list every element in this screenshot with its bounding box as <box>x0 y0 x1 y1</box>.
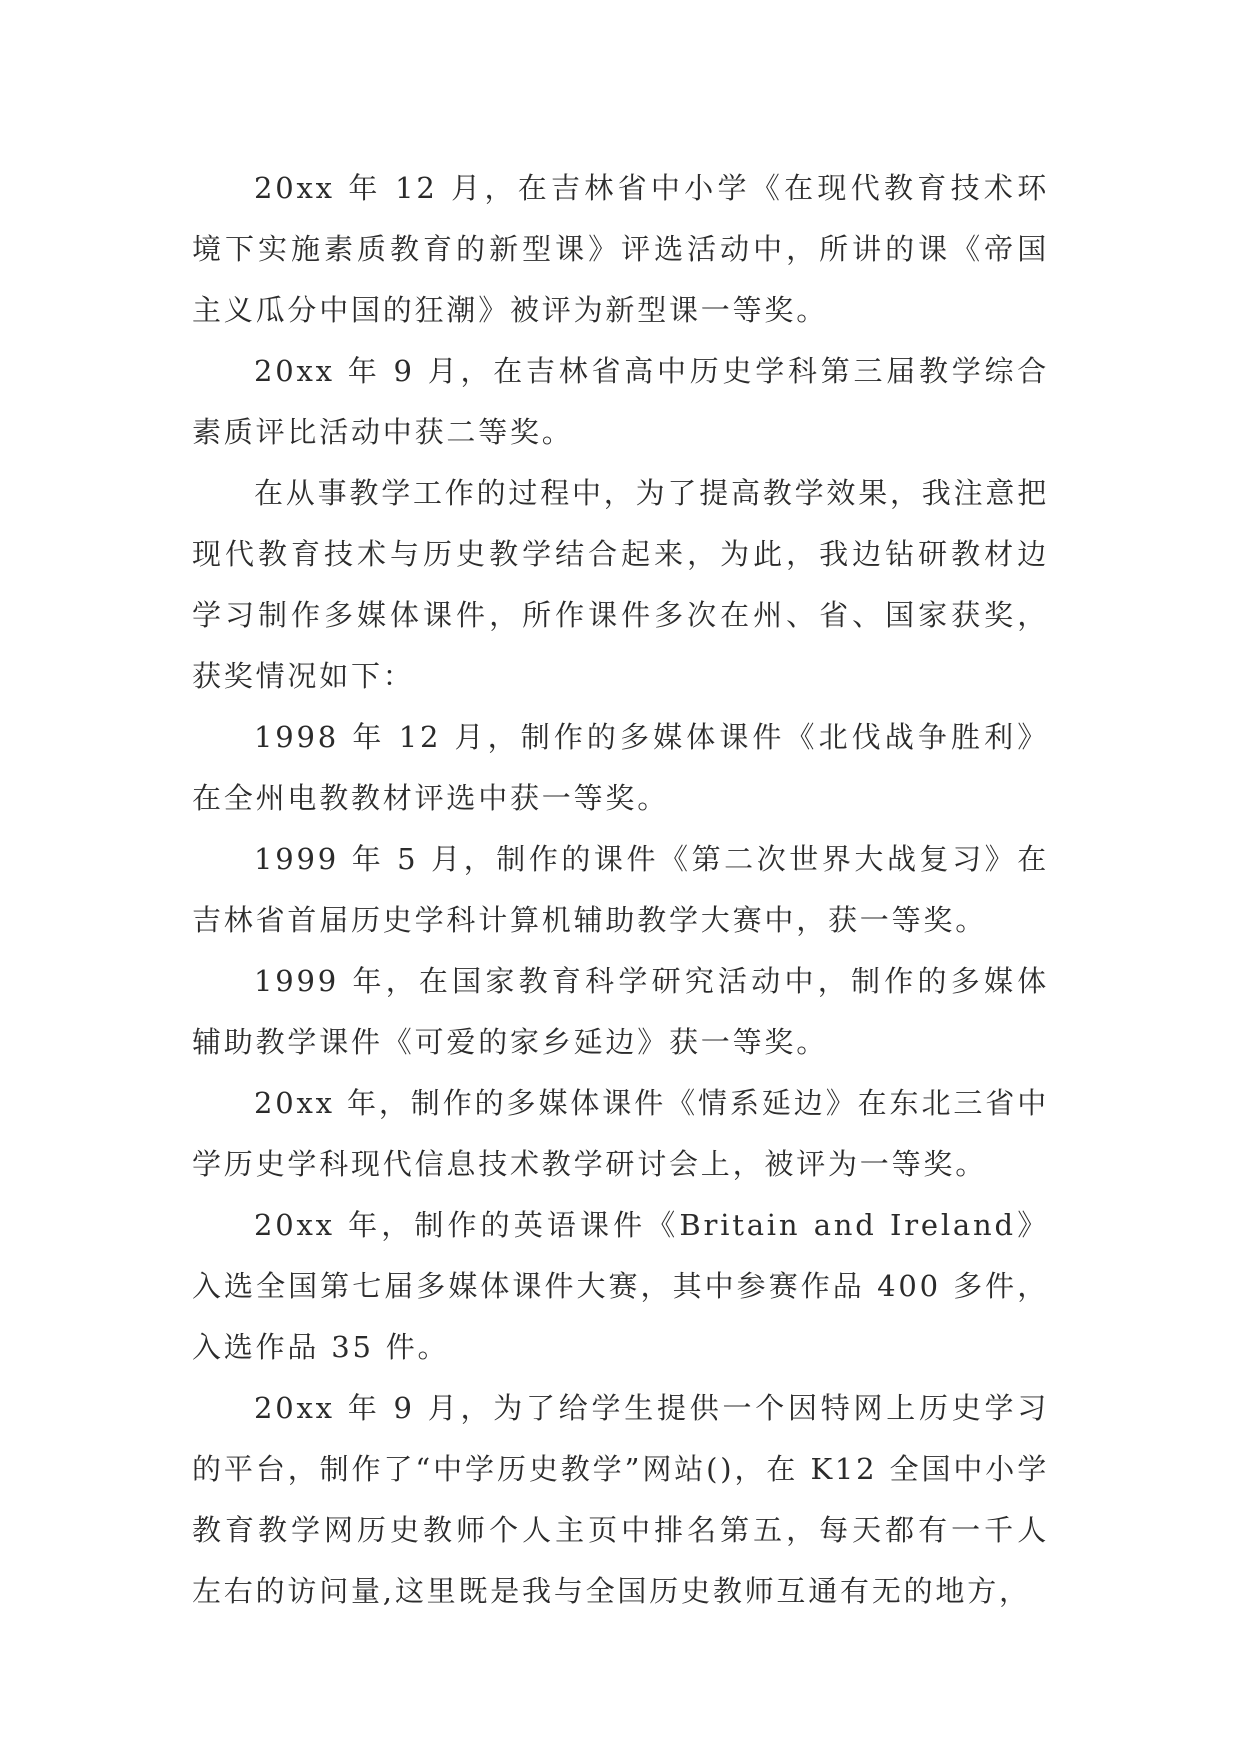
paragraph-award-qingxi-yanbian: 20xx 年，制作的多媒体课件《情系延边》在东北三省中学历史学科现代信息技术教学研讨会上，被评为一等奖。 <box>192 1086 1049 1181</box>
paragraph-award-2012-12: 20xx 年 12 月，在吉林省中小学《在现代教育技术环境下实施素质教育的新型课》评选活动中，所讲的课《帝国主义瓜分中国的狂潮》被评为新型课一等奖。 <box>192 171 1049 327</box>
paragraph-website: 20xx 年 9 月，为了给学生提供一个因特网上历史学习的平台，制作了“中学历史教学”网站()，在 K12 全国中小学教育教学网历史教师个人主页中排名第五，每天都有一千人左右的访问量,这里既是我与全国历史教师互通有无的地方， <box>192 1391 1049 1608</box>
paragraph-award-1999: 1999 年，在国家教育科学研究活动中，制作的多媒体辅助教学课件《可爱的家乡延边》获一等奖。 <box>192 964 1049 1059</box>
paragraph-award-2012-9: 20xx 年 9 月，在吉林省高中历史学科第三届教学综合素质评比活动中获二等奖。 <box>192 354 1049 449</box>
paragraph-award-1998: 1998 年 12 月，制作的多媒体课件《北伐战争胜利》在全州电教教材评选中获一等奖。 <box>192 720 1049 815</box>
paragraph-teaching-intro: 在从事教学工作的过程中，为了提高教学效果，我注意把现代教育技术与历史教学结合起来，为此，我边钻研教材边学习制作多媒体课件，所作课件多次在州、省、国家获奖，获奖情况如下： <box>192 476 1050 693</box>
paragraph-award-britain-ireland: 20xx 年，制作的英语课件《Britain and Ireland》入选全国第七届多媒体课件大赛，其中参赛作品 400 多件，入选作品 35 件。 <box>192 1208 1049 1364</box>
paragraph-award-1999-5: 1999 年 5 月，制作的课件《第二次世界大战复习》在吉林省首届历史学科计算机辅助教学大赛中，获一等奖。 <box>192 842 1049 937</box>
document-body <box>192 158 1049 1622</box>
